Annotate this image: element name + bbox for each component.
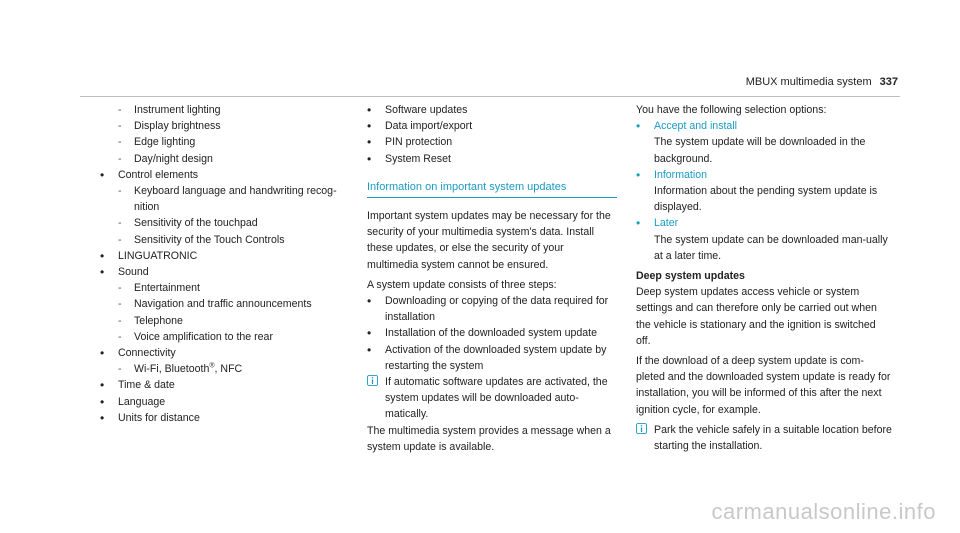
list-item: • Installation of the downloaded system update — [367, 325, 617, 341]
list-item: • Language — [100, 394, 345, 410]
paragraph: Deep system updates access vehicle or system settings and can therefore only be carried out when the vehicle is stationary and the ignition is switched off. — [636, 286, 877, 347]
list-item: - Display brightness — [100, 118, 345, 134]
list-item: - Telephone — [100, 313, 345, 329]
list-item: • Activation of the downloaded system update by restarting the system — [367, 342, 617, 374]
paragraph: Important system updates may be necessary for the security of your multimedia system's data. Install these updates, or else the security of your multimedia system cannot be ensured. — [367, 210, 611, 271]
list-item: - Keyboard language and handwriting recog- nition — [100, 183, 345, 215]
list-item: - Entertainment — [100, 280, 345, 296]
list-item: - Day/night design — [100, 151, 345, 167]
option-description: The system update can be downloaded man-ually at a later time. — [654, 233, 888, 262]
info-icon — [636, 423, 647, 434]
list-item: • Data import/export — [367, 118, 617, 134]
list-item: • Downloading or copying of the data required for installation — [367, 293, 617, 325]
list-item: - Wi-Fi, Bluetooth®, NFC — [100, 361, 345, 377]
section-heading: Information on important system updates — [367, 179, 617, 198]
page-header-title: MBUX multimedia system — [745, 76, 872, 88]
note-text: Park the vehicle safely in a suitable location before starting the installation. — [654, 423, 892, 453]
list-item: • Connectivity — [100, 345, 345, 361]
list-item: - Sensitivity of the Touch Controls — [100, 232, 345, 248]
list-item: • PIN protection — [367, 134, 617, 150]
list-item: • System Reset — [367, 151, 617, 167]
column-3 — [636, 102, 892, 454]
note — [636, 422, 892, 454]
option-label: • Information — [636, 167, 892, 183]
column-2 — [367, 102, 617, 455]
paragraph: You have the following selection options: — [636, 104, 827, 116]
header-rule — [80, 96, 900, 97]
list-item: - Voice amplification to the rear — [100, 329, 345, 345]
list-item: • Time & date — [100, 377, 345, 393]
option-label: • Later — [636, 215, 892, 231]
list-item: - Instrument lighting — [100, 102, 345, 118]
list-item: • Sound — [100, 264, 345, 280]
list-item: • Control elements — [100, 167, 345, 183]
info-icon — [367, 375, 378, 386]
page-header — [746, 76, 898, 88]
list-item: - Sensitivity of the touchpad — [100, 215, 345, 231]
list-item: • Software updates — [367, 102, 617, 118]
option-description: The system update will be downloaded in the background. — [654, 136, 866, 165]
subheading: Deep system updates — [636, 270, 745, 283]
list-item: - Navigation and traffic announcements — [100, 296, 345, 312]
note — [367, 374, 617, 423]
column-1 — [100, 102, 345, 426]
option-description: Information about the pending system update is displayed. — [654, 185, 878, 214]
paragraph: The multimedia system provides a message when a system update is available. — [367, 424, 611, 453]
list-item: • Units for distance — [100, 410, 345, 426]
list-item: - Edge lighting — [100, 134, 345, 150]
list-item: • LINGUATRONIC — [100, 248, 345, 264]
watermark: carmanualsonline.info — [711, 499, 936, 524]
option-label: • Accept and install — [636, 118, 892, 134]
page-number: 337 — [879, 76, 898, 88]
note-text: If automatic software updates are activated, the system updates will be downloaded auto-matically. — [385, 376, 608, 421]
paragraph: A system update consists of three steps: — [367, 278, 557, 291]
paragraph: If the download of a deep system update is com-pleted and the downloaded system update is ready for installation, you will be informed of this after the next ignition cycle, for example. — [636, 355, 891, 416]
